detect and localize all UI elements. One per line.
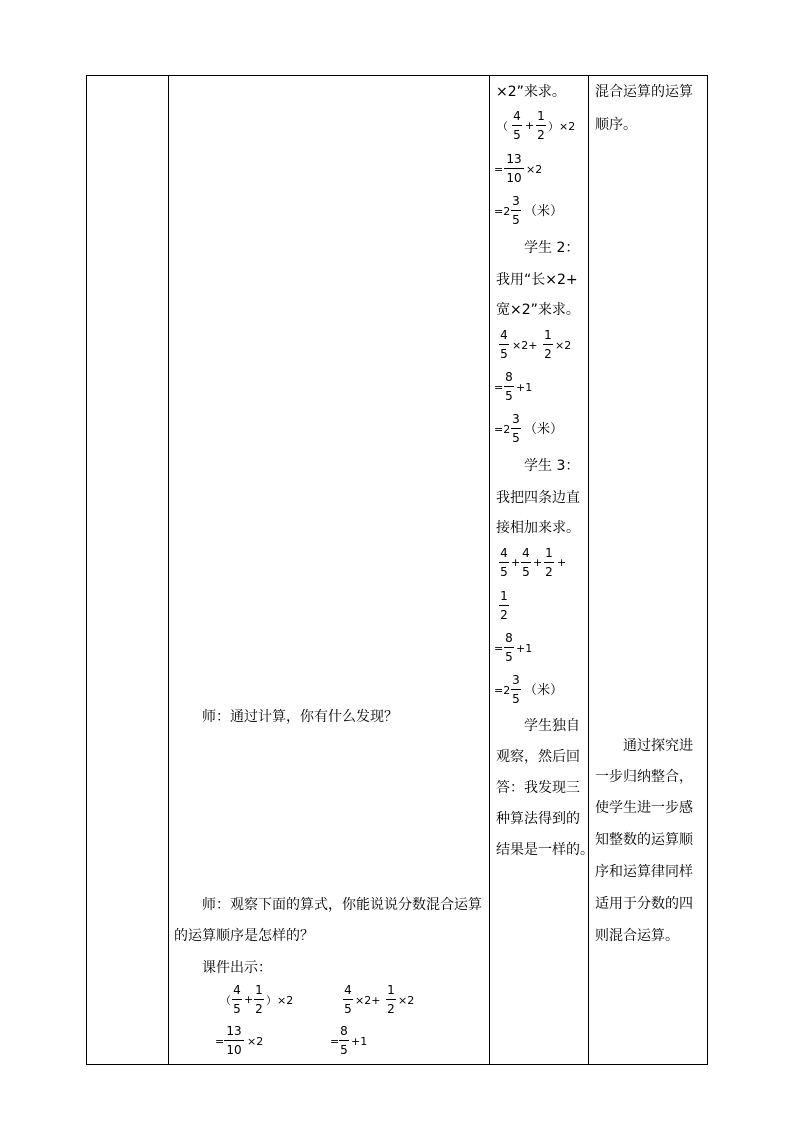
denominator: 5	[513, 128, 521, 142]
purpose-line: 序和运算律同样	[595, 864, 693, 880]
student2-label: 学生 2：	[524, 240, 580, 256]
fraction-bar	[544, 562, 554, 563]
student2-method-line1: 我用“长×2+	[496, 272, 578, 288]
numerator: 4	[344, 983, 352, 997]
denominator: 5	[233, 1002, 241, 1016]
table-right-border	[707, 75, 708, 1065]
plus-one: +1	[516, 642, 533, 655]
fraction-bar	[499, 605, 509, 606]
paren-open: （	[220, 994, 231, 1007]
teacher-question-discovery: 师：通过计算，你有什么发现？	[202, 709, 398, 725]
column-divider-2	[489, 75, 490, 1065]
equals-whole: =2	[494, 423, 511, 436]
fraction-bar	[343, 999, 353, 1000]
fraction-bar	[499, 344, 509, 345]
slide-label: 课件出示：	[202, 960, 272, 976]
numerator: 3	[512, 194, 520, 208]
purpose-line: 使学生进一步感	[595, 800, 693, 816]
teacher-question-order-line2: 的运算顺序是怎样的？	[174, 928, 314, 944]
numerator: 4	[500, 328, 508, 342]
denominator: 5	[522, 565, 530, 579]
fraction-bar	[512, 125, 522, 126]
student1-text-tail: ×2”来求。	[496, 84, 566, 100]
fraction-bar	[224, 1040, 244, 1041]
denominator: 5	[500, 565, 508, 579]
table-top-border	[86, 75, 708, 76]
column-divider-3	[588, 75, 589, 1065]
purpose-line: 知整数的运算顺	[595, 832, 693, 848]
denominator: 5	[512, 431, 520, 445]
numerator: 1	[544, 328, 552, 342]
plus-sign: +	[525, 119, 535, 132]
design-note-line: 顺序。	[595, 117, 637, 133]
student2-method-line2: 宽×2”来求。	[496, 302, 580, 318]
equals: =	[215, 1035, 225, 1048]
student3-label: 学生 3：	[524, 458, 580, 474]
student3-method-line1: 我把四条边直	[496, 490, 580, 506]
numerator: 1	[387, 983, 395, 997]
denominator: 2	[255, 1002, 263, 1016]
answer-line: 种算法得到的	[496, 811, 580, 827]
numerator: 13	[506, 152, 522, 166]
numerator: 4	[522, 546, 530, 560]
equals: =	[494, 381, 504, 394]
numerator: 13	[226, 1024, 242, 1038]
numerator: 4	[233, 983, 241, 997]
numerator: 3	[512, 412, 520, 426]
fraction-bar	[536, 125, 546, 126]
answer-line: 观察，然后回	[496, 749, 580, 765]
plus-sign: +	[533, 556, 543, 569]
fraction-bar	[511, 428, 521, 429]
fraction-bar	[386, 999, 396, 1000]
numerator: 1	[255, 983, 263, 997]
answer-line: 学生独自	[524, 718, 580, 734]
fraction-bar	[521, 562, 531, 563]
fraction-bar	[504, 168, 524, 169]
denominator: 5	[500, 347, 508, 361]
numerator: 8	[505, 370, 513, 384]
paren-close-times: ）×2	[548, 120, 576, 133]
table-bottom-border	[86, 1064, 708, 1065]
fraction-bar	[339, 1040, 349, 1041]
fraction-bar	[504, 386, 514, 387]
fraction-bar	[504, 647, 514, 648]
unit-meter: （米）	[524, 422, 564, 437]
numerator: 1	[537, 109, 545, 123]
denominator: 10	[226, 1043, 242, 1057]
fraction-bar	[254, 999, 264, 1000]
equals: =	[494, 163, 504, 176]
numerator: 4	[513, 109, 521, 123]
denominator: 10	[506, 171, 522, 185]
denominator: 5	[340, 1043, 348, 1057]
teacher-question-order-line1: 师：观察下面的算式，你能说说分数混合运算	[202, 897, 482, 913]
table-left-border	[86, 75, 87, 1065]
numerator: 8	[505, 631, 513, 645]
fraction-bar	[511, 210, 521, 211]
numerator: 3	[512, 673, 520, 687]
denominator: 2	[544, 347, 552, 361]
purpose-line: 适用于分数的四	[595, 896, 693, 912]
student3-method-line2: 接相加来求。	[496, 520, 580, 536]
fraction-bar	[543, 344, 553, 345]
fraction-bar	[499, 562, 509, 563]
paren-close-times: ）×2	[266, 994, 294, 1007]
denominator: 2	[500, 608, 508, 622]
denominator: 5	[505, 650, 513, 664]
times-two: ×2	[526, 163, 543, 176]
denominator: 5	[505, 389, 513, 403]
equals-whole: =2	[494, 205, 511, 218]
equals: =	[330, 1035, 340, 1048]
times-two: ×2	[398, 994, 415, 1007]
column-divider-1	[168, 75, 169, 1065]
plus-one: +1	[351, 1035, 368, 1048]
design-note-line: 混合运算的运算	[595, 84, 693, 100]
numerator: 1	[500, 589, 508, 603]
denominator: 2	[387, 1002, 395, 1016]
plus-one: +1	[516, 381, 533, 394]
purpose-line: 则混合运算。	[595, 928, 679, 944]
purpose-line: 一步归纳整合，	[595, 769, 693, 785]
denominator: 5	[512, 692, 520, 706]
answer-line: 答：我发现三	[496, 780, 580, 796]
times-plus: ×2+	[512, 339, 538, 352]
unit-meter: （米）	[524, 683, 564, 698]
times-plus: ×2+	[355, 994, 381, 1007]
denominator: 5	[512, 213, 520, 227]
numerator: 1	[545, 546, 553, 560]
plus-sign: +	[244, 993, 254, 1006]
answer-line: 结果是一样的。	[496, 842, 594, 858]
numerator: 4	[500, 546, 508, 560]
numerator: 8	[340, 1024, 348, 1038]
times-two: ×2	[555, 339, 572, 352]
paren-open: （	[497, 120, 508, 133]
fraction-bar	[232, 999, 242, 1000]
denominator: 5	[344, 1002, 352, 1016]
plus-sign: +	[511, 556, 521, 569]
plus-sign: +	[557, 556, 567, 569]
equals-whole: =2	[494, 684, 511, 697]
unit-meter: （米）	[524, 204, 564, 219]
equals: =	[494, 642, 504, 655]
denominator: 2	[537, 128, 545, 142]
fraction-bar	[511, 689, 521, 690]
purpose-line: 通过探究进	[623, 738, 693, 754]
denominator: 2	[545, 565, 553, 579]
times-two: ×2	[247, 1035, 264, 1048]
